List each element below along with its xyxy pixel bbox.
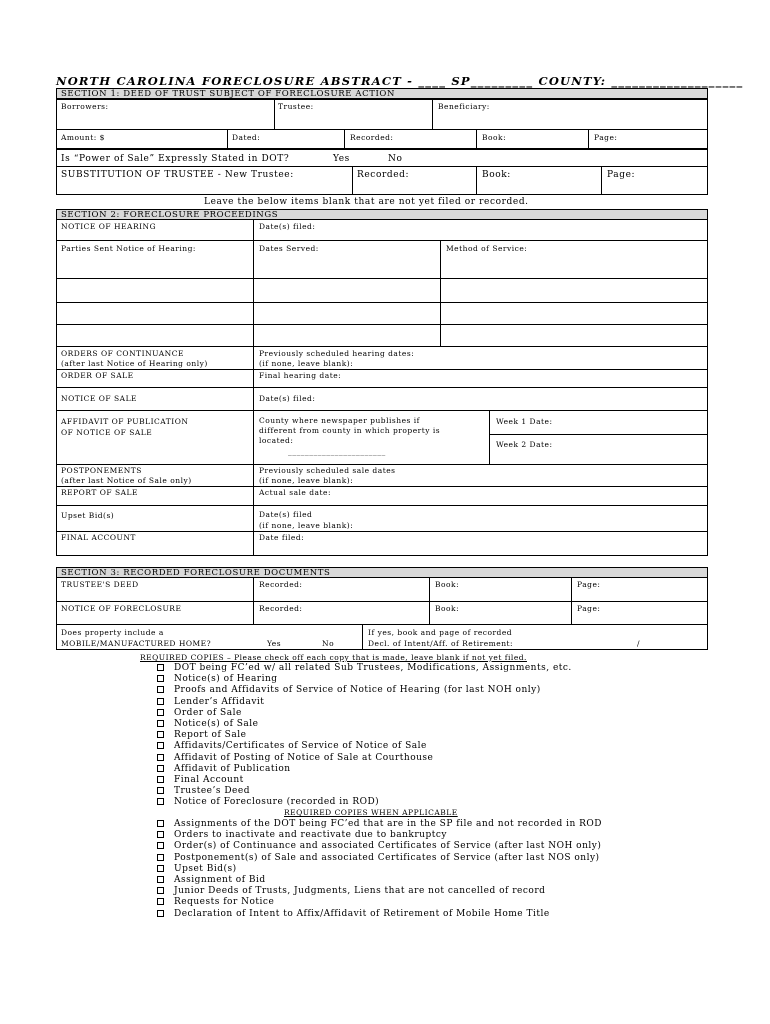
power-of-sale-question: Is “Power of Sale” Expressly Stated in DOT? (61, 154, 290, 164)
checklist-item (157, 909, 550, 920)
previously-scheduled-sale-field[interactable]: Previously scheduled sale dates (259, 466, 396, 475)
actual-sale-date-field[interactable]: Actual sale date: (259, 488, 332, 497)
checkbox[interactable] (157, 675, 164, 682)
checklist-item-label: Report of Sale (174, 730, 247, 741)
week2-date-field[interactable]: Week 2 Date: (496, 440, 553, 449)
parties-sent-label: Parties Sent Notice of Hearing: (61, 244, 196, 253)
upset-bids-label: Upset Bid(s) (61, 511, 115, 520)
checklist-item (157, 685, 541, 696)
checklist-item-label: Notice of Foreclosure (recorded in ROD) (174, 797, 380, 808)
checkbox[interactable] (157, 776, 164, 783)
checklist-item (157, 674, 278, 685)
when-applicable-heading: REQUIRED COPIES WHEN APPLICABLE (284, 808, 458, 817)
checklist-item (157, 775, 244, 786)
nos-dates-filed-field[interactable]: Date(s) filed: (259, 394, 316, 403)
final-account-label: FINAL ACCOUNT (61, 533, 136, 542)
checklist-item (157, 708, 242, 719)
mobile-home-question-2: MOBILE/MANUFACTURED HOME? (61, 639, 212, 648)
section2-header: SECTION 2: FORECLOSURE PROCEEDINGS (56, 209, 708, 220)
nof-page-field[interactable]: Page: (577, 604, 601, 613)
if-none-note-2: (if none, leave blank): (259, 476, 354, 485)
checklist-item-label: Assignment of Bid (174, 875, 266, 885)
checkbox[interactable] (157, 686, 164, 693)
county-where-label: County where newspaper publishes if (259, 416, 420, 425)
checkbox[interactable] (157, 831, 164, 838)
recorded-field[interactable]: Recorded: (350, 133, 394, 142)
week1-date-field[interactable]: Week 1 Date: (496, 417, 553, 426)
decl-of-intent-field[interactable]: Decl. of Intent/Aff. of Retirement: (368, 639, 514, 648)
checklist-item-label: DOT being FC’ed w/ all related Sub Trustees, Modifications, Assignments, etc. (174, 663, 572, 673)
notice-of-sale-label: NOTICE OF SALE (61, 394, 138, 403)
sub-book-field[interactable]: Book: (482, 170, 511, 180)
form-title: NORTH CAROLINA FORECLOSURE ABSTRACT - ____ SP_________ COUNTY: ___________________ (56, 74, 744, 88)
checklist-item-label: Notice(s) of Hearing (174, 674, 278, 685)
checklist-item (157, 897, 274, 908)
checkbox[interactable] (157, 842, 164, 849)
checklist-item (157, 819, 602, 830)
beneficiary-field[interactable]: Beneficiary: (438, 102, 490, 111)
checklist-item-label: Postponement(s) of Sale and associated Certificates of Service (after last NOS only) (174, 852, 600, 863)
county-where-line[interactable]: _______________________ (288, 447, 386, 456)
checklist-item-label: Affidavit of Publication (174, 763, 291, 774)
page-field[interactable]: Page: (594, 133, 618, 142)
checkbox[interactable] (157, 798, 164, 805)
required-copies-heading: REQUIRED COPIES – Please check off each copy that is made, leave blank if not yet filed. (140, 653, 527, 662)
mobile-home-question: Does property include a (61, 628, 164, 637)
checklist-item-label: Affidavit of Posting of Notice of Sale at Courthouse (174, 752, 434, 763)
checklist-item-label: Upset Bid(s) (174, 863, 237, 874)
checkbox[interactable] (157, 698, 164, 705)
checklist-item (157, 886, 545, 897)
checklist-item-label: Trustee’s Deed (174, 786, 250, 797)
noh-dates-filed-field[interactable]: Date(s) filed: (259, 222, 316, 231)
blank-instruction: Leave the below items blank that are not yet filed or recorded. (204, 197, 529, 207)
checkbox[interactable] (157, 876, 164, 883)
checkbox[interactable] (157, 910, 164, 917)
dated-field[interactable]: Dated: (232, 133, 261, 142)
if-yes-label: If yes, book and page of recorded (368, 628, 513, 637)
checklist-item-label: Proofs and Affidavits of Service of Notice of Hearing (for last NOH only) (174, 685, 541, 696)
power-of-sale-no[interactable]: No (388, 154, 403, 164)
substitution-of-trustee-field[interactable]: SUBSTITUTION OF TRUSTEE - New Trustee: (61, 170, 294, 180)
checkbox[interactable] (157, 754, 164, 761)
checklist-item (157, 786, 250, 797)
trustees-deed-label: TRUSTEE'S DEED (61, 580, 139, 589)
checklist-item (157, 741, 427, 752)
nof-recorded-field[interactable]: Recorded: (259, 604, 303, 613)
checklist-item-label: Notice(s) of Sale (174, 719, 259, 729)
checklist-item-label: Declaration of Intent to Affix/Affidavit of Retirement of Mobile Home Title (174, 908, 550, 919)
checkbox[interactable] (157, 820, 164, 827)
decl-slash: / (637, 639, 641, 648)
checklist-item (157, 663, 572, 674)
checkbox[interactable] (157, 787, 164, 794)
checklist-item (157, 853, 600, 864)
report-of-sale-label: REPORT OF SALE (61, 488, 138, 497)
checkbox[interactable] (157, 664, 164, 671)
checklist-item (157, 864, 237, 875)
postponements-label: POSTPONEMENTS (61, 466, 142, 475)
dates-served-label: Dates Served: (259, 244, 319, 253)
checklist-item-label: Order(s) of Continuance and associated Certificates of Service (after last NOH only) (174, 841, 602, 852)
nof-book-field[interactable]: Book: (435, 604, 460, 613)
checkbox[interactable] (157, 887, 164, 894)
checklist-item (157, 764, 291, 775)
final-account-date-field[interactable]: Date filed: (259, 533, 305, 542)
section1-row1 (56, 99, 708, 130)
td-page-field[interactable]: Page: (577, 580, 601, 589)
checklist-item (157, 697, 264, 708)
checklist-item-label: Final Account (174, 775, 244, 785)
county-where-label-3: located: (259, 436, 294, 445)
book-field[interactable]: Book: (482, 133, 507, 142)
orders-of-continuance-label: ORDERS OF CONTINUANCE (61, 349, 184, 358)
checkbox[interactable] (157, 854, 164, 861)
sub-page-field[interactable]: Page: (607, 170, 636, 180)
after-last-noh-note: (after last Notice of Hearing only) (61, 359, 208, 368)
final-hearing-date-field[interactable]: Final hearing date: (259, 371, 342, 380)
mobile-home-no[interactable]: No (322, 639, 335, 648)
affidavit-publication-label-2: OF NOTICE OF SALE (61, 428, 153, 437)
checkbox[interactable] (157, 765, 164, 772)
county-where-label-2: different from county in which property is (259, 426, 441, 435)
checkbox[interactable] (157, 709, 164, 716)
section1-header: SECTION 1: DEED OF TRUST SUBJECT OF FORECLOSURE ACTION (56, 88, 708, 99)
previously-scheduled-hearing-field[interactable]: Previously scheduled hearing dates: (259, 349, 415, 358)
checklist-item-label: Assignments of the DOT being FC’ed that are in the SP file and not recorded in ROD (174, 819, 603, 829)
checkbox[interactable] (157, 731, 164, 738)
if-none-note-3: (if none, leave blank): (259, 521, 354, 530)
checklist-item-label: Order of Sale (174, 707, 242, 718)
checklist-item (157, 753, 433, 764)
td-recorded-field[interactable]: Recorded: (259, 580, 303, 589)
checklist-item (157, 841, 601, 852)
checklist-item (157, 797, 379, 808)
notice-of-hearing-label: NOTICE OF HEARING (61, 222, 157, 231)
after-last-nos-note: (after last Notice of Sale only) (61, 476, 192, 485)
checkbox[interactable] (157, 898, 164, 905)
checkbox[interactable] (157, 742, 164, 749)
affidavit-publication-label: AFFIDAVIT OF PUBLICATION (61, 417, 189, 426)
checklist-item (157, 830, 447, 841)
upset-bid-dates-filed-field[interactable]: Date(s) filed (259, 510, 313, 519)
power-of-sale-yes[interactable]: Yes (333, 154, 350, 164)
checklist-item (157, 719, 259, 730)
borrowers-field[interactable]: Borrowers: (61, 102, 109, 111)
checklist-item-label: Junior Deeds of Trusts, Judgments, Liens that are not cancelled of record (174, 886, 546, 897)
checkbox[interactable] (157, 720, 164, 727)
trustee-field[interactable]: Trustee: (278, 102, 314, 111)
checklist-item-label: Orders to inactivate and reactivate due to bankruptcy (174, 830, 447, 841)
checklist-item (157, 730, 246, 741)
checklist-item-label: Requests for Notice (174, 897, 275, 908)
checklist-item-label: Affidavits/Certificates of Service of Notice of Sale (174, 741, 427, 752)
checkbox[interactable] (157, 865, 164, 872)
mobile-home-yes[interactable]: Yes (267, 639, 282, 648)
method-of-service-label: Method of Service: (446, 244, 528, 253)
checklist-item (157, 875, 266, 886)
if-none-note-1: (if none, leave blank): (259, 359, 354, 368)
td-book-field[interactable]: Book: (435, 580, 460, 589)
notice-of-foreclosure-label: NOTICE OF FORECLOSURE (61, 604, 182, 613)
sub-recorded-field[interactable]: Recorded: (357, 170, 410, 180)
checklist-item-label: Lender’s Affidavit (174, 696, 265, 707)
section3-header: SECTION 3: RECORDED FORECLOSURE DOCUMENTS (56, 567, 708, 578)
amount-field[interactable]: Amount: $ (61, 133, 105, 142)
order-of-sale-label: ORDER OF SALE (61, 371, 134, 380)
